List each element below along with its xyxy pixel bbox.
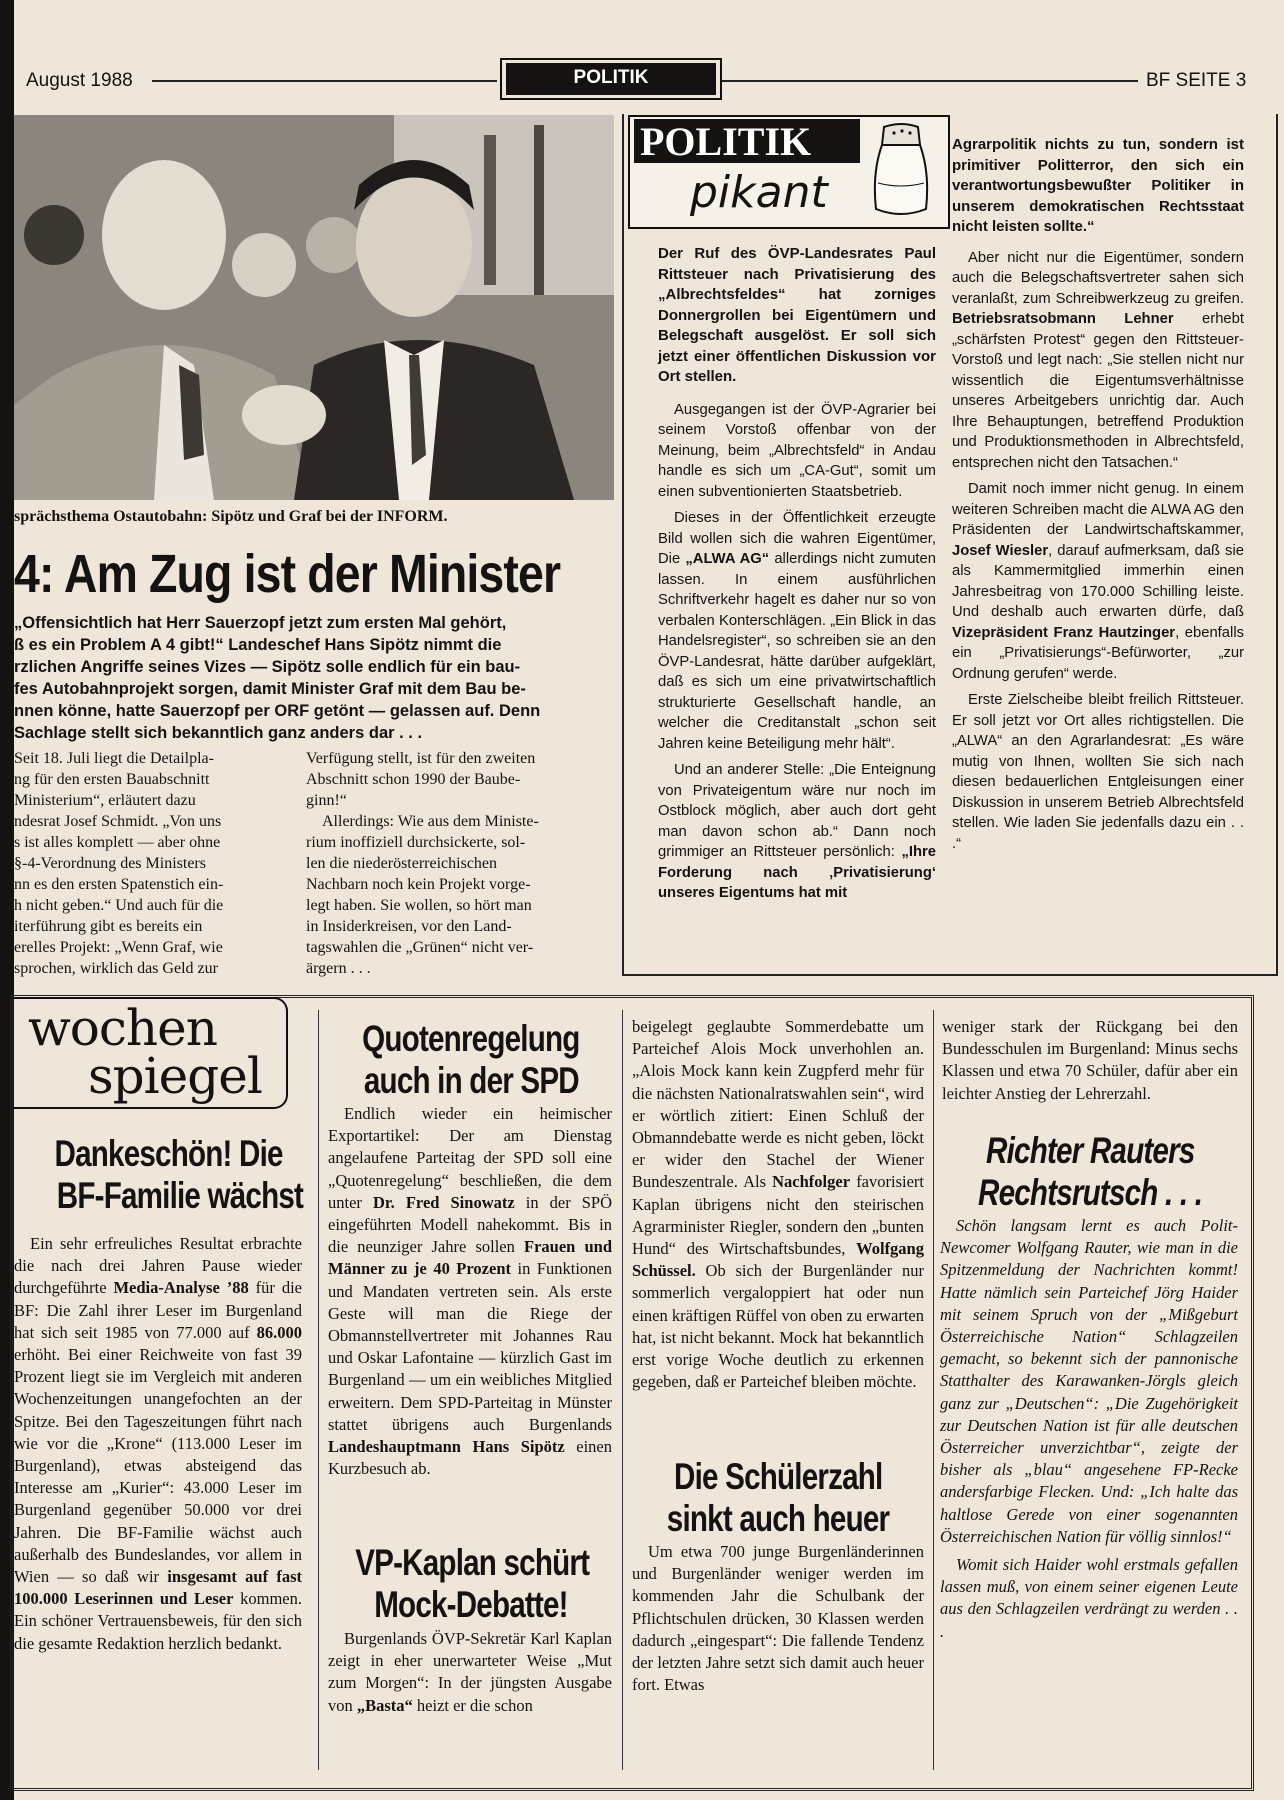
lead-line: rzlichen Angriffe seines Vizes — Sipötz solle endlich für ein bau-: [14, 658, 521, 676]
header-rule-right: [722, 80, 1138, 82]
lead-line: Sachlage stellt sich bekanntlich ganz anders dar . . .: [14, 724, 423, 742]
text-line: Abschnitt schon 1990 der Baube-: [306, 771, 521, 788]
article-kaplan-body-2: [632, 1016, 924, 1399]
headline-line: Mock-Debatte!: [374, 1584, 568, 1625]
column-divider: [933, 1010, 934, 1770]
article-para: beigelegt geglaubte Sommerdebatte um Parteichef Alois Mock unverhohlen an. „Alois Mock kann kein Zugpferd mehr für die nächsten Nationalratswahlen sein“, wird er wörtlich zitiert: Einen Schluß der Obmanndebatte werde es nicht geben, löckt er wider den Stachel der Wiener Bundeszentrale. Als Nachfolger favorisiert Kaplan übrigens nicht den steirischen Agrarminister Riegler, sondern den „bunten Hund“ des Wirtschaftsbundes, Wolfgang Schüssel. Ob sich der Burgenländer nur sommerlich vergaloppiert hat oder nun einen kräftigen Rüffel von oben zu erwarten hat, ist nicht bekannt. Mock hat bekanntlich erst vorige Woche deutlich zu erkennen gegeben, daß er Parteichef bleiben möchte.: [632, 1017, 924, 1392]
pikant-col-2: [952, 135, 1244, 860]
pikant-para: Damit noch immer nicht genug. In einem weiteren Schreiben macht die ALWA AG den Präsidenten der Landwirtschaftskammer, Josef Wiesler, darauf aufmerksam, daß sie als Kammermitglied immerhin einen Jahresbeitrag von 170.000 Schilling leiste. Und deshalb auch erwarten dürfe, daß Vizepräsident Franz Hautzinger, ebenfalls ein „Privatisierungs“-Befürworter, „zur Ordnung gerufen“ werde.: [952, 481, 1244, 682]
column-divider: [318, 1010, 319, 1770]
article-schueler-body-2: [942, 1016, 1238, 1111]
headline-line: Rechtsrutsch . . .: [977, 1172, 1203, 1213]
headline-line: sinkt auch heuer: [666, 1498, 890, 1539]
pikant-para: Aber nicht nur die Eigentümer, sondern auch die Belegschaftsvertreter sahen sich veranlaßt, zum Schreibwerkzeug zu greifen. Betriebsratsobmann Lehner erhebt „schärfsten Protest“ gegen den Rittsteuer-Vorstoß und legt nach: „Sie stellen nicht nur wissentlich die Eigentumsverhältnisse unseres Arbeitgebers unrichtig dar. Auch Ihre Behauptungen, betreffend Produktion und Produktionsmethoden in Albrechtsfeld, entsprechen nicht den Tatsachen.“: [952, 249, 1244, 471]
text-line: Seit 18. Juli liegt die Detailpla-: [14, 750, 214, 767]
article-schueler-headline: [630, 1456, 926, 1540]
text-line: iterführung gibt es bereits ein: [14, 918, 203, 935]
pikant-intro: Der Ruf des ÖVP-Landesrates Paul Rittsteuer nach Privatisierung des „Albrechtsfeldes“ hat zorniges Donnergrollen bei Eigentümern und Belegschaft ausgelöst. Er soll sich jetzt einer öffentlichen Diskussion vor Ort stellen.: [658, 245, 936, 385]
pikant-para: Ausgegangen ist der ÖVP-Agrarier bei seinem Vorstoß offenbar von der Meinung, beim „Albrechtsfeld“ in Andau handle es sich um „CA-Gut“, somit um einen subventionierten Staatsbetrieb.: [658, 401, 936, 500]
article-rauter-headline: [940, 1130, 1240, 1214]
article-rauter-body: [940, 1215, 1238, 1649]
lead-line: „Offensichtlich hat Herr Sauerzopf jetzt zum ersten Mal gehört,: [14, 614, 507, 632]
page-number: BF SEITE 3: [1146, 70, 1247, 91]
wochenspiegel-logo: [14, 997, 288, 1109]
article-schueler-body-1: [632, 1541, 924, 1702]
main-col-2: [306, 748, 614, 979]
article-para: Burgenlands ÖVP-Sekretär Karl Kaplan zeigt in eher unerwarteter Weise „Mut zum Morgen“: In der jüngsten Ausgabe von „Basta“ heizt er die schon: [328, 1629, 612, 1715]
text-line: tagswahlen die „Grünen“ nicht ver-: [306, 939, 534, 956]
pikant-logo-top: POLITIK: [640, 119, 812, 164]
text-line: ndesrat Josef Schmidt. „Von uns: [14, 813, 222, 830]
headline-line: Dankeschön! Die: [54, 1133, 284, 1174]
logo-line-1: wochen: [28, 999, 217, 1057]
article-para: Um etwa 700 junge Burgenländerinnen und Burgenländer weniger werden im kommenden Jahr die Schulbank der Pflichtschulen drücken, 30 Klassen werden dadurch „eingespart“: Die fallende Tendenz der letzten Jahre setzt sich damit auch heuer fort. Etwas: [632, 1542, 924, 1695]
article-quoten-headline: [326, 1018, 616, 1102]
headline-line: Die Schülerzahl: [673, 1456, 883, 1497]
text-line: in Insiderkreisen, vor den Land-: [306, 918, 512, 935]
article-para: Ein sehr erfreuliches Resultat erbrachte die nach drei Jahren Pause wieder durchgeführte Media-Analyse ’88 für die BF: Die Zahl ihrer Leser im Burgenland hat sich seit 1985 von 77.000 auf 86.000 erhöht. Bei einer Reichweite von fast 39 Prozent liegt sie im Vergleich mit anderen Wochenzeitungen unangefochten an der Spitze. Bei den Tageszeitungen führt nach wie vor die „Krone“ (113.000 Leser im Burgenland), etwas absteigend das Interesse am „Kurier“: 43.000 Leser im Burgenland gegenüber 50.000 vor drei Jahren. Die BF-Familie wächst auch außerhalb des Bundeslandes, vor allem in Wien — so daß wir insgesamt auf fast 100.000 Leserinnen und Leser kommen. Ein schöner Vertrauensbeweis, für den sich die gesamte Redaktion herzlich bedankt.: [14, 1234, 302, 1653]
text-line: §-4-Verordnung des Ministers: [14, 855, 206, 872]
main-headline: 4: Am Zug ist der Minister: [14, 544, 561, 604]
section-label: POLITIK: [506, 63, 716, 95]
main-lead: [14, 612, 614, 744]
news-photo: [14, 115, 614, 500]
salt-shaker-icon: [866, 123, 936, 219]
article-kaplan-body-1: [328, 1628, 612, 1723]
logo-line-2: spiegel: [88, 1047, 262, 1105]
text-line: legt haben. Sie wollen, so hört man: [306, 897, 532, 914]
headline-line: BF-Familie wächst: [56, 1175, 304, 1216]
text-line: ginn!“: [306, 792, 347, 809]
article-quoten-body: [328, 1103, 612, 1486]
article-para: Endlich wieder ein heimischer Exportartikel: Der am Dienstag angelaufene Parteitag der SPD soll eine „Quotenregelung“ beschließen, die dem unter Dr. Fred Sinowatz in der SPÖ eingeführten Modell nahekommt. Bis in die neunziger Jahre sollen Frauen und Männer zu je 40 Prozent in Funktionen und Mandaten vertreten sein. Als erste Geste will man die Riege der Obmannstellvertreter mit Johannes Rau und Oskar Lafontaine — kürzlich Gast im Burgenland — um ein weibliches Mitglied erweitern. Dem SPD-Parteitag in Münster stattet übrigens auch Burgenlands Landeshauptmann Hans Sipötz einen Kurzbesuch ab.: [328, 1104, 613, 1479]
column-divider: [622, 1010, 623, 1770]
pikant-col-1: [658, 244, 936, 910]
main-col-1: [14, 748, 296, 979]
header-rule-left: [152, 80, 497, 82]
pikant-para: Und an anderer Stelle: „Die Enteignung von Privateigentum wäre nur noch im Ostblock möglich, aber auch dort geht man davon schon ab.“ Dann noch grimmiger an Rittsteuer persönlich: „Ihre Forderung nach ‚Privatisierung‘ unseres Eigentums hat mit: [658, 762, 936, 901]
text-line: len die niederösterreichischen: [306, 855, 498, 872]
article-dankeschoen-headline: [26, 1133, 312, 1217]
text-line: nn es den ersten Spatenstich ein-: [14, 876, 224, 893]
pikant-para: Dieses in der Öffentlichkeit erzeugte Bild wollen sich die wahren Eigentümer, Die „ALWA AG“ allerdings nicht zumuten lassen. In einem ausführlichen Schriftverkehr hagelt es daher nur so von verbalen Konterschlägen. „Ein Blick in das Handelsregister“, so schreiben sie an den ÖVP-Landesrat, hätte darüber aufgeklärt, daß es sich um eine privatwirtschaftlich strukturierte Gesellschaft handle, an welcher die Creditanstalt „schon seit Jahren keine Beteiligung mehr hält“.: [658, 510, 936, 752]
pikant-para: Agrarpolitik nichts zu tun, sondern ist primitiver Politterror, den sich ein verantwortungsbewußter Politiker in unserem demokratischen Rechtsstaat nicht leisten sollte.“: [952, 136, 1244, 235]
text-line: Ministerium“, erläutert dazu: [14, 792, 196, 809]
photo-caption: sprächsthema Ostautobahn: Sipötz und Graf bei der INFORM.: [14, 508, 448, 525]
issue-date: August 1988: [26, 70, 133, 91]
section-label-box: [500, 58, 722, 100]
headline-line: Richter Rauters: [985, 1130, 1195, 1171]
lead-line: ß es ein Problem A 4 gibt!“ Landeschef Hans Sipötz nimmt die: [14, 636, 502, 654]
article-para: weniger stark der Rückgang bei den Bundesschulen im Burgenland: Minus sechs Klassen und etwa 70 Schüler, dafür aber ein leichter Anstieg der Lehrerzahl.: [942, 1017, 1238, 1103]
photo-illustration: [14, 115, 614, 500]
text-line: Verfügung stellt, ist für den zweiten: [306, 750, 536, 767]
lead-line: nnen könne, hatte Sauerzopf per ORF getönt — gelassen auf. Denn: [14, 702, 541, 720]
text-line: erelles Projekt: „Wenn Graf, wie: [14, 939, 223, 956]
text-line: Allerdings: Wie aus dem Ministe-: [322, 813, 539, 830]
pikant-logo: [628, 115, 950, 229]
text-line: h nicht geben.“ Und auch für die: [14, 897, 224, 914]
text-line: rium inoffiziell durchsickerte, sol-: [306, 834, 526, 851]
article-para: Schön langsam lernt es auch Polit-Newcomer Wolfgang Rauter, wie man in die Spitzenmeldung der Nachrichten kommt! Hatte nämlich sein Parteichef Jörg Haider mit seinem Spruch von der „Mißgeburt Österreichische Nation“ Schlagzeilen gemacht, so bekennt sich der pannonische Statthalter des Karawanken-Jörgls gleich ganz zur „Deutschen“: „Die Zugehörigkeit zur Deutschen Nation ist für alle deutschen Österreicher unverzichtbar“, zeigte der bisher als „blau“ angesehene FP-Recke andersfarbige Flecken. Und: „Ich halte das haltlose Gerede von einer sogenannten Österreichischen Nation für völlig sinnlos!“: [940, 1216, 1238, 1546]
text-line: ng für den ersten Bauabschnitt: [14, 771, 210, 788]
text-line: sprochen, wirklich das Geld zur: [14, 960, 218, 977]
text-line: s ist alles komplett — aber ohne: [14, 834, 221, 851]
headline-line: Quotenregelung: [362, 1018, 580, 1059]
text-line: ärgern . . .: [306, 960, 371, 977]
headline-line: VP-Kaplan schürt: [355, 1542, 590, 1583]
headline-line: auch in der SPD: [363, 1060, 579, 1101]
article-dankeschoen-body: [14, 1233, 302, 1661]
article-kaplan-headline: [326, 1542, 616, 1626]
pikant-para: Erste Zielscheibe bleibt freilich Rittsteuer. Er soll jetzt vor Ort alles richtigstellen. Die „ALWA“ an den Agrarlandesrat: „Es wäre mutig von Ihnen, wollten Sie sich nach diesen bedauerlichen Entgleisungen einer Diskussion in unserem Betrieb Albrechtsfeld stellen. Wie laden Sie jedenfalls dazu ein . . .“: [952, 692, 1244, 852]
lead-line: fes Autobahnprojekt sorgen, damit Minister Graf mit dem Bau be-: [14, 680, 526, 698]
pikant-logo-bottom: pikant: [690, 167, 828, 218]
text-line: Nachbarn noch kein Projekt vorge-: [306, 876, 531, 893]
article-para: Womit sich Haider wohl erstmals gefallen lassen muß, von einem seiner eigenen Leute aus den Schlagzeilen verdrängt zu werden . . .: [940, 1555, 1238, 1641]
